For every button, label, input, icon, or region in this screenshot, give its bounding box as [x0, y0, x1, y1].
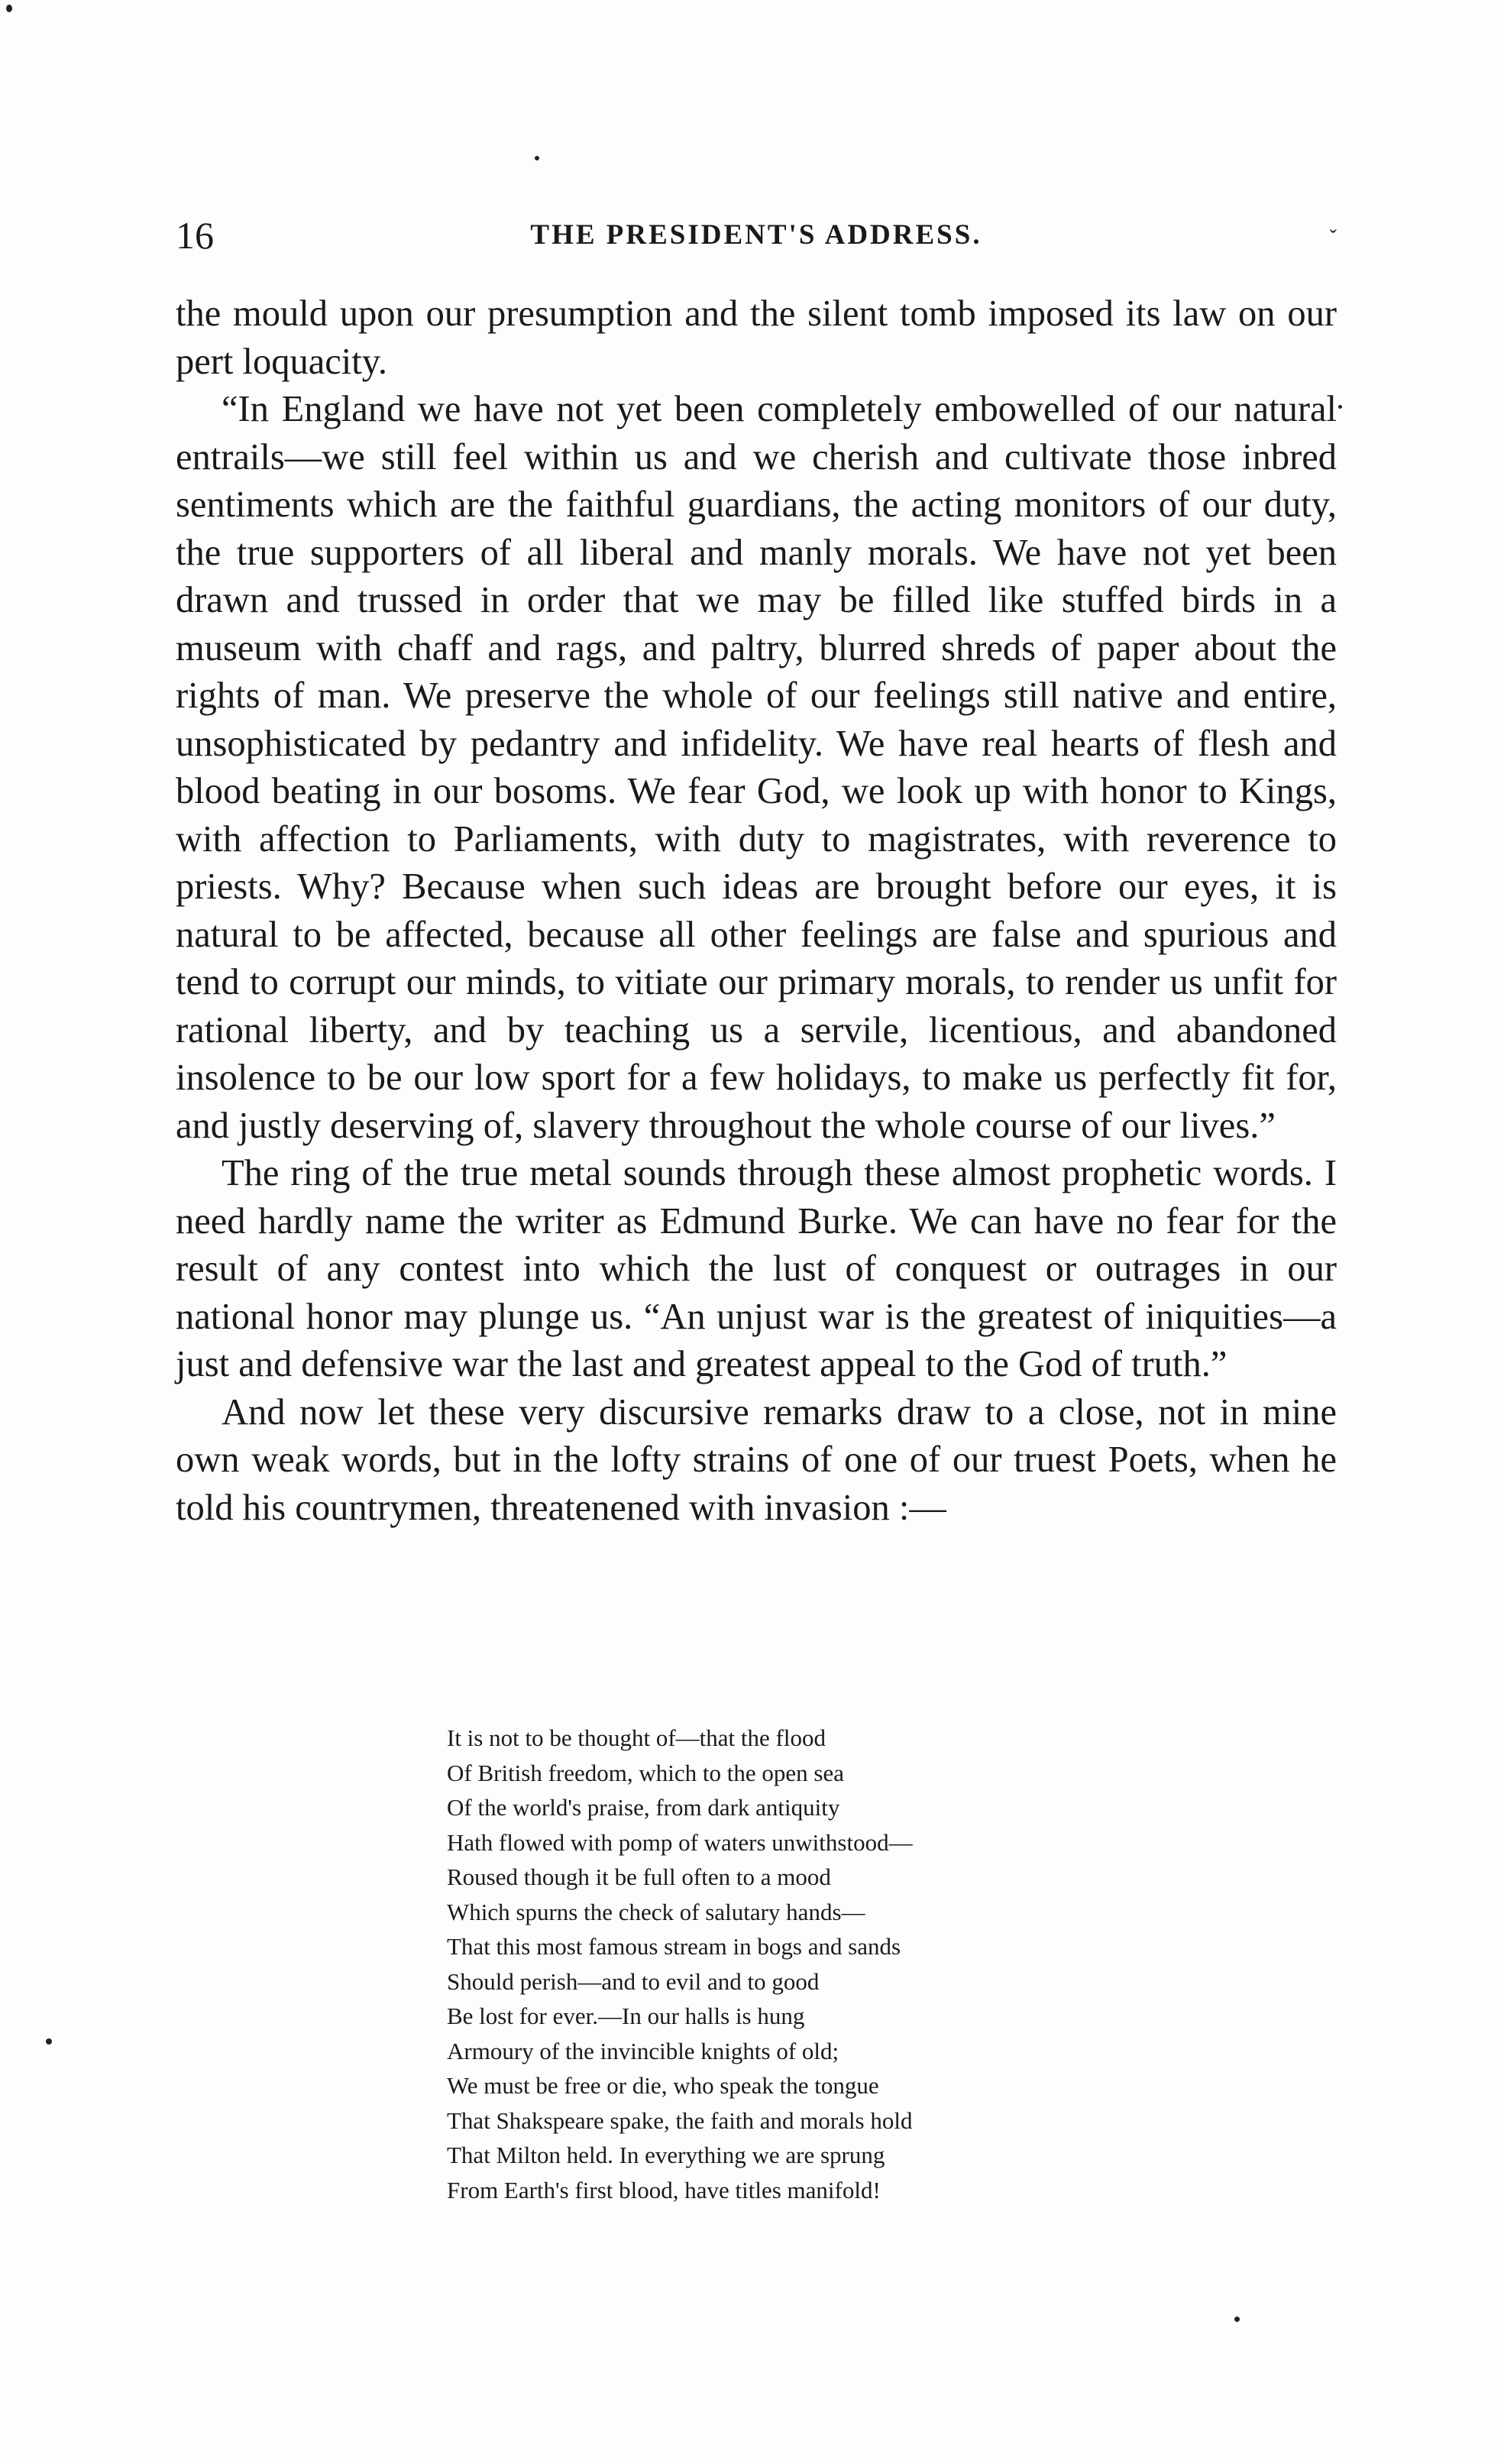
paragraph-continuation: the mould upon our presumption and the silent tomb imposed its law on our pert loquacity. [176, 293, 1337, 382]
poem-line: Of British freedom, which to the open sea [447, 1759, 844, 1786]
poem-line: That Shakspeare spake, the faith and morals hold [447, 2106, 913, 2134]
page-number: 16 [176, 214, 214, 257]
print-speck [46, 2038, 52, 2045]
poem-block [447, 1721, 1134, 2207]
print-speck [1234, 2317, 1240, 2322]
paragraph-burke-quote: “In England we have not yet been completely embowelled of our natural entrails—we still feel within us and we cherish and cultivate those inbred sentiments which are the faithful guardians, the acting monitors of our duty, the true supporters of all liberal and manly morals. We have not yet been drawn and trussed in order that we may be filled like stuffed birds in a museum with chaff and rags, and paltry, blurred shreds of paper about the rights of man. We preserve the whole of our feelings still native and entire, unsophisticated by pedantry and infidelity. We have real hearts of flesh and blood beating in our bosoms. We fear God, we look up with honor to Kings, with affection to Parliaments, with duty to magistrates, with reverence to priests. Why? Because when such ideas are brought before our eyes, it is natural to be affected, because all other feelings are false and spurious and tend to corrupt our minds, to vitiate our primary morals, to render us unfit for rational liberty, and by teaching us a servile, licentious, and abandoned insolence to be our low sport for a few holidays, to make us perfectly fit for, and justly deserving of, slavery throughout the whole course of our lives.” [176, 389, 1337, 1146]
print-speck [6, 5, 12, 12]
poem-line: From Earth's first blood, have titles manifold! [447, 2176, 881, 2203]
poem-line: That this most famous stream in bogs and sands [447, 1933, 901, 1960]
print-speck [1338, 405, 1342, 409]
poem-line: Hath flowed with pomp of waters unwithstood— [447, 1828, 913, 1856]
poem-line: Of the world's praise, from dark antiquity [447, 1794, 840, 1821]
print-speck [535, 156, 539, 160]
body-text [176, 290, 1337, 1532]
paragraph-closing: And now let these very discursive remarks draw to a close, not in mine own weak words, but in the lofty strains of one of our truest Poets, when he told his countrymen, threatenened with invasion :— [176, 1391, 1337, 1528]
poem-line: It is not to be thought of—that the flood [447, 1724, 826, 1751]
poem-line: That Milton held. In everything we are sprung [447, 2142, 885, 2168]
poem-line: Which spurns the check of salutary hands— [447, 1898, 865, 1925]
poem-line: Armoury of the invincible knights of old; [447, 2037, 839, 2064]
poem-line: Should perish—and to evil and to good [447, 1967, 820, 1995]
poem-line: We must be free or die, who speak the tongue [447, 2072, 879, 2099]
poem-line: Be lost for ever.—In our halls is hung [447, 2003, 805, 2029]
running-head: THE PRESIDENT'S ADDRESS. [530, 219, 982, 251]
page-header [176, 212, 1337, 258]
poem-line: Roused though it be full often to a mood [447, 1863, 831, 1890]
print-mark: ˇ [1329, 226, 1337, 250]
paragraph-commentary: The ring of the true metal sounds through these almost prophetic words. I need hardly name the writer as Edmund Burke. We can have no fear for the result of any contest into which the lust of conquest or outrages in our national honor may plunge us. “An unjust war is the greatest of iniquities—a just and defensive war the last and greatest appeal to the God of truth.” [176, 1153, 1337, 1384]
